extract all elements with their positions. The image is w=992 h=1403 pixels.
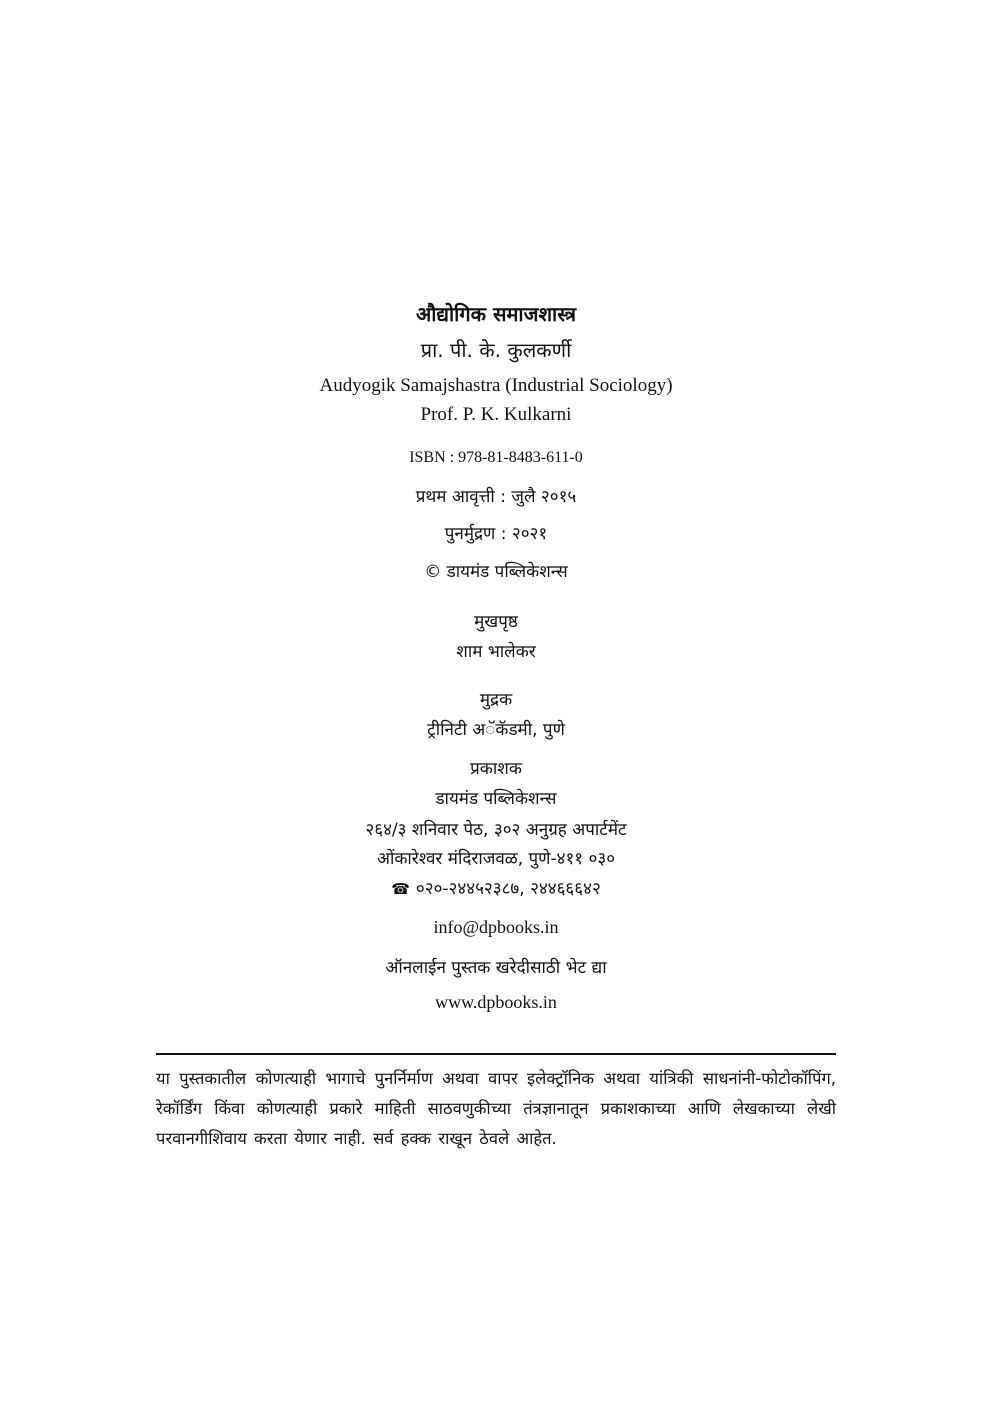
publisher-address-line2: ओंकारेश्वर मंदिराजवळ, पुणे-४११ ०३० <box>376 849 616 869</box>
cover-designer-name: शाम भालेकर <box>456 642 536 662</box>
publisher-email: info@dpbooks.in <box>433 917 559 937</box>
online-purchase-note: ऑनलाईन पुस्तक खरेदीसाठी भेट द्या <box>385 958 607 978</box>
publisher-phone: ०२०-२४४५२३८७, २४४६६६४२ <box>415 879 601 899</box>
isbn: ISBN : 978-81-8483-611-0 <box>409 449 583 466</box>
author-name-marathi: प्रा. पी. के. कुलकर्णी <box>420 338 572 362</box>
printer-label: मुद्रक <box>479 690 513 710</box>
cover-designer-label: मुखपृष्ठ <box>474 612 518 632</box>
publisher-name: डायमंड पब्लिकेशन्स <box>435 789 557 809</box>
printer-name: ट्रीनिटी अॅकॅडमी, पुणे <box>427 720 565 740</box>
copyright-disclaimer: या पुस्तकातील कोणत्याही भागाचे पुनर्निर्माण अथवा वापर इलेक्ट्रॉनिक अथवा यांत्रिकी साधनांनी-फोटोकॉपिंग, रेकॉर्डिंग किंवा कोणत्याही प्रकारे माहिती साठवणुकीच्या तंत्रज्ञानातून प्रकाशकाच्या आणि लेखकाच्या लेखी परवानगीशिवाय करता येणार नाही. सर्व हक्क राखून ठेवले आहेत. <box>156 1069 836 1148</box>
book-title-marathi: औद्योगिक समाजशास्त्र <box>415 302 577 326</box>
author-name-english: Prof. P. K. Kulkarni <box>420 404 572 425</box>
publisher-website: www.dpbooks.in <box>435 992 557 1012</box>
first-edition: प्रथम आवृत्ती : जुलै २०१५ <box>415 487 577 507</box>
divider-rule <box>156 1053 836 1055</box>
book-title-english: Audyogik Samajshastra (Industrial Sociology) <box>319 375 673 396</box>
publisher-label: प्रकाशक <box>470 759 522 779</box>
copyright-notice: © डायमंड पब्लिकेशन्स <box>424 562 568 582</box>
publisher-phone-line <box>0 881 992 898</box>
phone-icon: ☎ <box>391 880 410 898</box>
reprint-year: पुनर्मुद्रण : २०२१ <box>444 524 548 544</box>
publisher-address-line1: २६४/३ शनिवार पेठ, ३०२ अनुग्रह अपार्टमेंट <box>365 820 627 840</box>
